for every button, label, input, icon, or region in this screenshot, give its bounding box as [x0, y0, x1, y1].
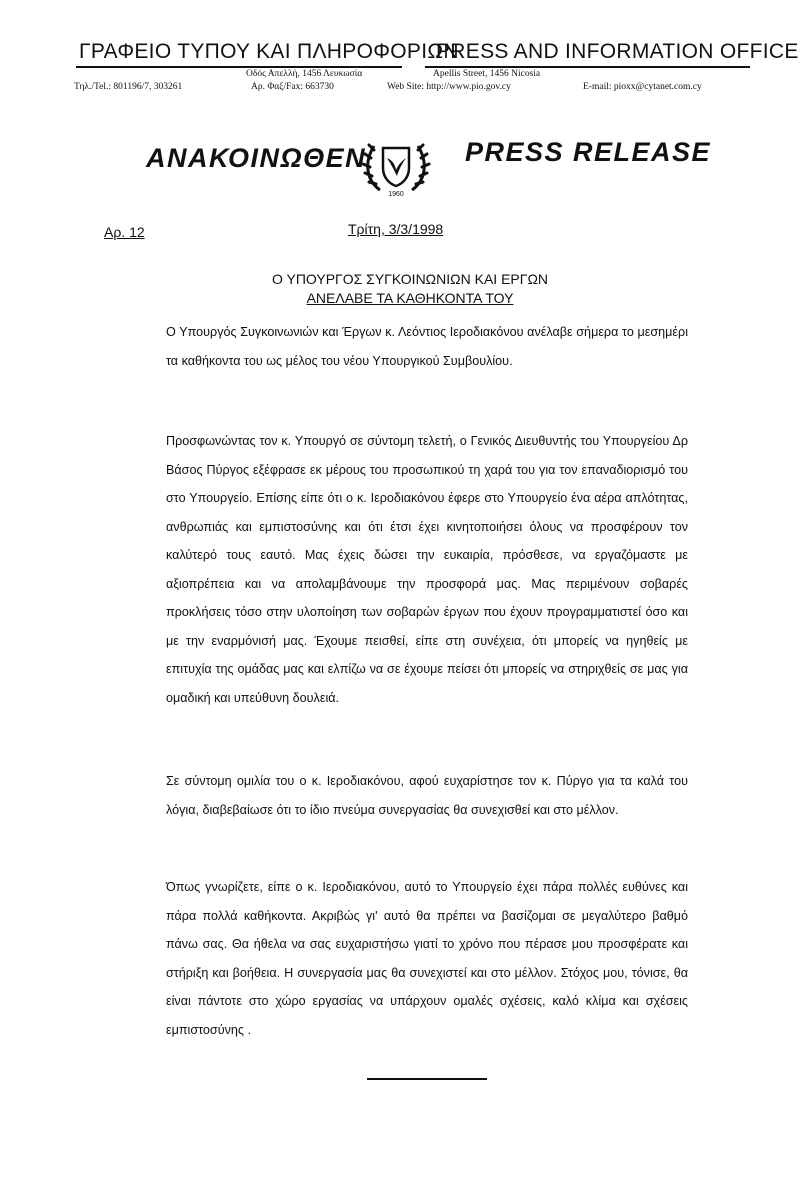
paragraph-4: Όπως γνωρίζετε, είπε ο κ. Ιεροδιακόνου, αυτό το Υπουργείο έχει πάρα πολλές ευθύνες και πάρα πολλά καθήκοντα. Ακριβώς γι' αυτό θα πρέπει να βασίζομαι σε μεγαλύτερο βαθμό πάνω σας. Θα ήθελα να σας ευχαριστήσω γιατί το χρόνο που πέρασε μου προσφέρατε και στήριξη και βοήθεια. Η συνεργασία μας θα συνεχιστεί και στο μέλλον. Στόχος μου, τόνισε, θα είναι πάντοτε στο χώρο εργασίας να υπάρχουν ομαλές σχέσεις, καλό κλίμα και σχέσεις εμπιστοσύνης . — [166, 880, 688, 1037]
paragraph-2: Προσφωνώντας τον κ. Υπουργό σε σύντομη τελετή, ο Γενικός Διευθυντής του Υπουργείου Δρ Βάσος Πύργος εξέφρασε εκ μέρους του προσωπικού τη χαρά του για τον επαναδιορισμό του στο Υπουργείο. Επίσης είπε ότι ο κ. Ιεροδιακόνου έφερε στο Υπουργείο ένα αέρα απλότητας, ανθρωπιάς και εμπιστοσύνης και ότι έτσι έχει κινητοποιήσει όλους να προσφέρουν τον καλύτερό τους εαυτό. Μας έχεις δώσει την ευκαιρία, πρόσθεσε, να εργαζόμαστε με αξιοπρέπεια και να απολαμβάνουμε την προσφορά μας. Μας περιμένουν σοβαρές προκλήσεις τόσο στην υλοποίηση των σοβαρών έργων που έχουν προγραμματιστεί όσο και με την εναρμόνισή μας. Έχουμε πεισθεί, είπε στη συνέχεια, ότι μπορείς να ηγηθείς με επιτυχία της ομάδας μας και ελπίζω να σε έχουμε πείσει ότι μπορείς να στηριχθείς σε μας για ομαδική και υπεύθυνη δουλειά. — [166, 434, 688, 705]
paragraph-1: Ο Υπουργός Συγκοινωνιών και Έργων κ. Λεόντιος Ιεροδιακόνου ανέλαβε σήμερα το μεσημέρι τα καθήκοντα του ως μέλος του νέου Υπουργικού Συμβουλίου. — [166, 325, 688, 368]
release-date: Τρίτη, 3/3/1998 — [348, 221, 444, 237]
paragraph-3: Σε σύντομη ομιλία του ο κ. Ιεροδιακόνου, αφού ευχαρίστησε τον κ. Πύργο για τα καλά του λόγια, διαβεβαίωσε ότι το ίδιο πνεύμα συνεργασίας θα συνεχισθεί και στο μέλλον. — [166, 774, 688, 817]
office-name-english: PRESS AND INFORMATION OFFICE — [436, 40, 799, 63]
header-rule-right — [425, 66, 750, 68]
web-site: Web Site: http://www.pio.gov.cy — [387, 82, 511, 92]
subject-line-1: Ο ΥΠΟΥΡΓΟΣ ΣΥΓΚΟΙΝΩΝΙΩΝ ΚΑΙ ΕΡΓΩΝ — [271, 271, 549, 287]
office-name-greek: ΓΡΑΦΕΙΟ ΤΥΠΟΥ ΚΑΙ ΠΛΗΡΟΦΟΡΙΩΝ — [79, 40, 459, 63]
subject-heading — [150, 270, 670, 308]
banner-press-release: PRESS RELEASE — [465, 137, 712, 167]
svg-text:1960: 1960 — [388, 191, 404, 198]
header-rule-left — [76, 66, 402, 68]
coat-of-arms-icon — [356, 134, 436, 198]
telephone: Τηλ./Tel.: 801196/7, 303261 — [74, 82, 183, 92]
end-of-release-rule — [367, 1078, 487, 1080]
fax: Αρ. Φαξ/Fax: 663730 — [251, 82, 334, 92]
email: E-mail: pioxx@cytanet.com.cy — [583, 82, 702, 92]
release-number: Αρ. 12 — [104, 224, 145, 240]
address-english: Apellis Street, 1456 Nicosia — [433, 69, 541, 79]
subject-line-2: ΑΝΕΛΑΒΕ ΤΑ ΚΑΘΗΚΟΝΤΑ ΤΟΥ — [306, 290, 514, 306]
banner-announcement-greek: ΑΝΑΚΟΙΝΩΘΕΝ — [146, 143, 367, 173]
address-greek: Οδός Απελλή, 1456 Λευκωσία — [246, 69, 363, 79]
